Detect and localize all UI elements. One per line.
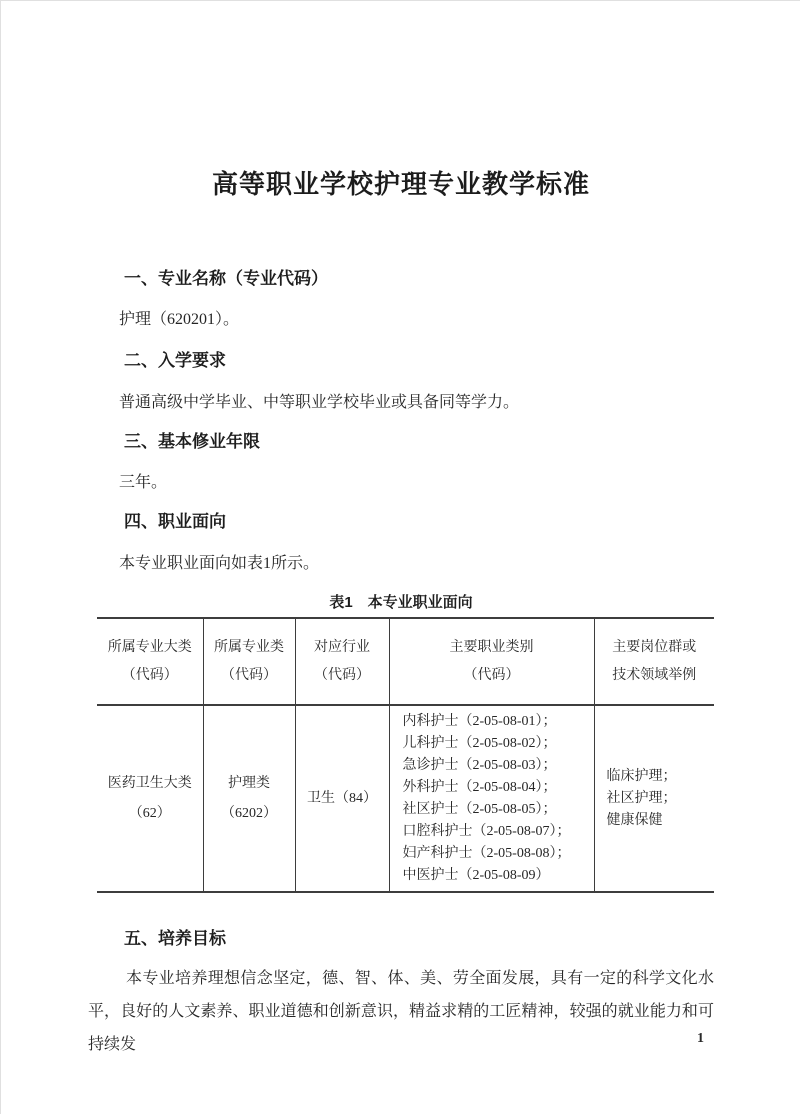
table-row — [97, 705, 714, 892]
col-header-occupations: 主要职业类别 （代码） — [389, 618, 594, 705]
section-4-body: 本专业职业面向如表1所示。 — [119, 555, 320, 572]
cell-industry: 卫生（84） — [295, 705, 389, 892]
cell-occupations: 内科护士（2-05-08-01）； 儿科护士（2-05-08-02）； 急诊护士（2-05-08-03）； 外科护士（2-05-08-04）； 社区护士（2-05-08-05）； 口腔科护士（2-05-08-07）； 妇产科护士（2-05-08-08）； 中医护士（2-05-08-09） — [389, 705, 594, 892]
col-header-industry: 对应行业 （代码） — [295, 618, 389, 705]
section-2-body: 普通高级中学毕业、中等职业学校毕业或具备同等学力。 — [119, 394, 520, 411]
cell-positions: 临床护理； 社区护理； 健康保健 — [594, 705, 714, 892]
occupation-table — [97, 617, 714, 893]
cell-class: 护理类 （6202） — [203, 705, 295, 892]
table-header-row — [97, 618, 714, 705]
section-5-body: 本专业培养理想信念坚定，德、智、体、美、劳全面发展，具有一定的科学文化水平，良好的人文素养、职业道德和创新意识，精益求精的工匠精神，较强的就业能力和可持续发 — [88, 970, 714, 1053]
section-2-heading: 二、入学要求 — [124, 351, 226, 370]
section-1-body: 护理（620201）。 — [119, 311, 240, 328]
cell-major-class: 医药卫生大类 （62） — [97, 705, 203, 892]
table-caption: 表1 本专业职业面向 — [329, 594, 473, 611]
section-3-heading: 三、基本修业年限 — [124, 432, 260, 451]
col-header-positions: 主要岗位群或 技术领域举例 — [594, 618, 714, 705]
section-1-heading: 一、专业名称（专业代码） — [124, 269, 328, 288]
col-header-major-class: 所属专业大类 （代码） — [97, 618, 203, 705]
section-3-body: 三年。 — [119, 474, 168, 491]
section-5-heading: 五、培养目标 — [124, 929, 226, 948]
col-header-class: 所属专业类 （代码） — [203, 618, 295, 705]
page-number: 1 — [697, 1031, 704, 1046]
page-title: 高等职业学校护理专业教学标准 — [211, 169, 590, 199]
section-4-heading: 四、职业面向 — [124, 512, 226, 531]
